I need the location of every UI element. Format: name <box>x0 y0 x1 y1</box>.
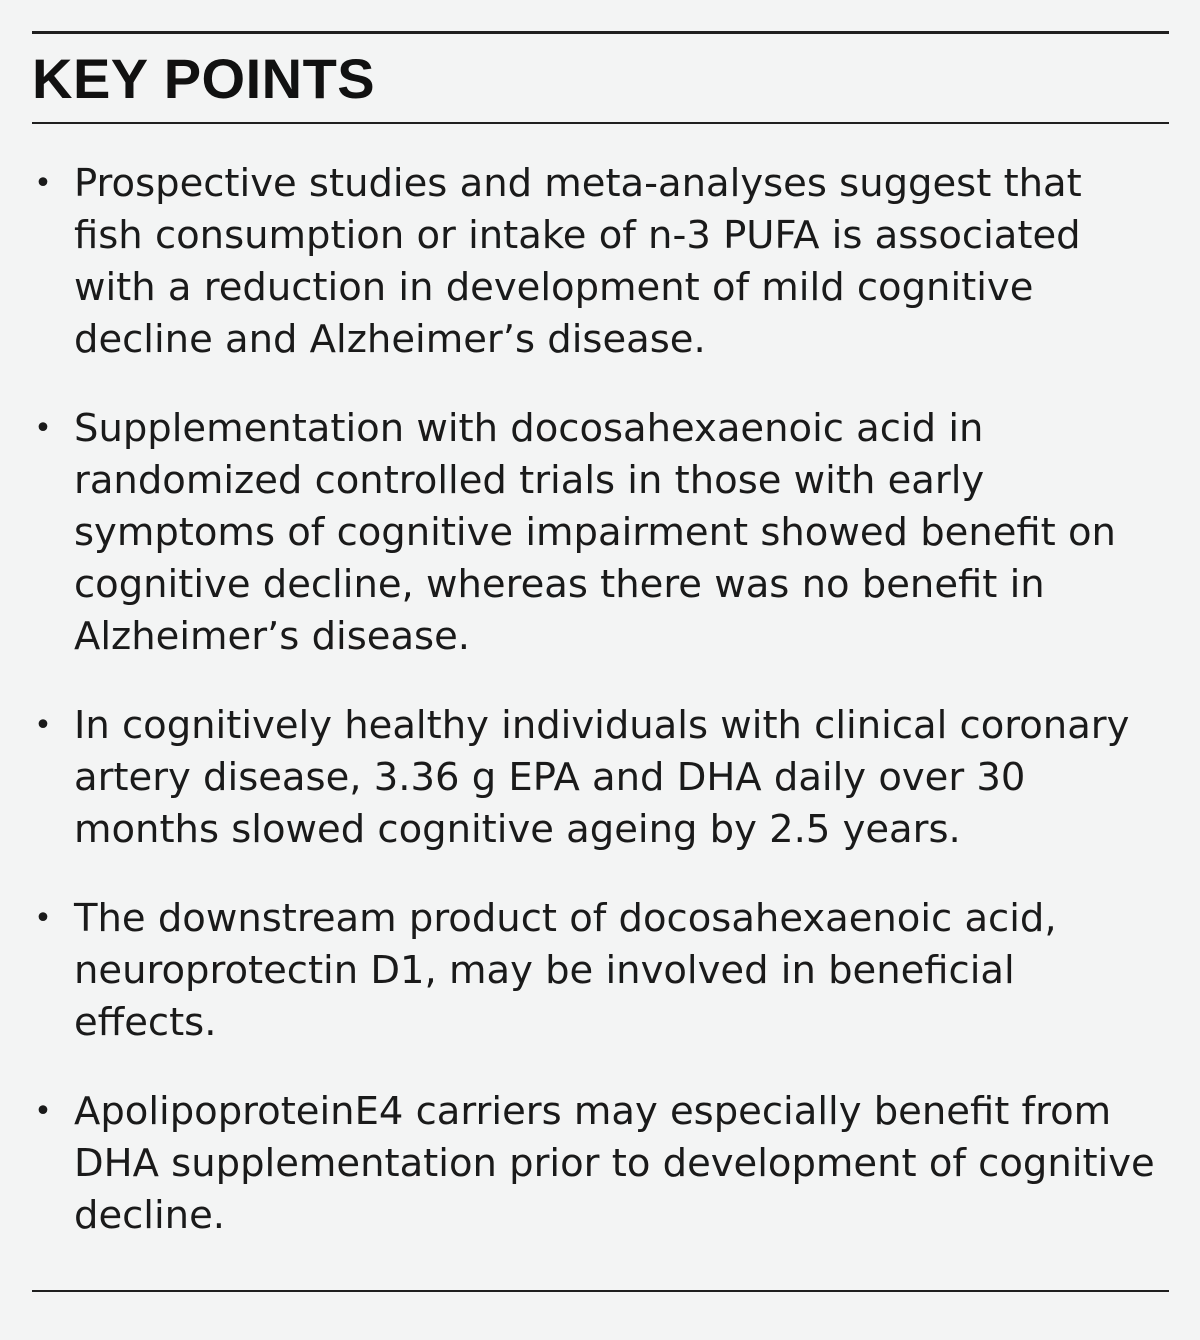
bullet-icon: • <box>34 708 52 743</box>
bullet-icon: • <box>34 901 52 936</box>
top-rule <box>32 31 1169 34</box>
key-point-item <box>0 1086 1200 1242</box>
key-point-text: The downstream product of docosahexaenoic acid, neuroprotectin D1, may be involved in beneficial effects. <box>74 896 1057 1045</box>
bullet-icon: • <box>34 411 52 446</box>
key-point-text: Prospective studies and meta-analyses suggest that fish consumption or intake of n-3 PUFA is associated with a reduction in development of mild cognitive decline and Alzheimer’s disease. <box>74 161 1082 362</box>
key-point-item <box>0 700 1200 856</box>
key-point-item <box>0 893 1200 1049</box>
bullet-icon: • <box>34 1094 52 1129</box>
key-points-list <box>0 158 1200 1279</box>
key-point-text: In cognitively healthy individuals with clinical coronary artery disease, 3.36 g EPA and DHA daily over 30 months slowed cognitive ageing by 2.5 years. <box>74 703 1130 852</box>
key-point-text: Supplementation with docosahexaenoic acid in randomized controlled trials in those with early symptoms of cognitive impairment showed benefit on cognitive decline, whereas there was no benefit in Alzheimer’s disease. <box>74 406 1116 659</box>
key-point-text: ApolipoproteinE4 carriers may especially benefit from DHA supplementation prior to development of cognitive decline. <box>74 1089 1155 1238</box>
key-point-item <box>0 158 1200 366</box>
key-point-item <box>0 403 1200 663</box>
heading-rule <box>32 122 1169 124</box>
bottom-rule <box>32 1290 1169 1292</box>
key-points-heading: KEY POINTS <box>32 47 376 110</box>
bullet-icon: • <box>34 166 52 201</box>
